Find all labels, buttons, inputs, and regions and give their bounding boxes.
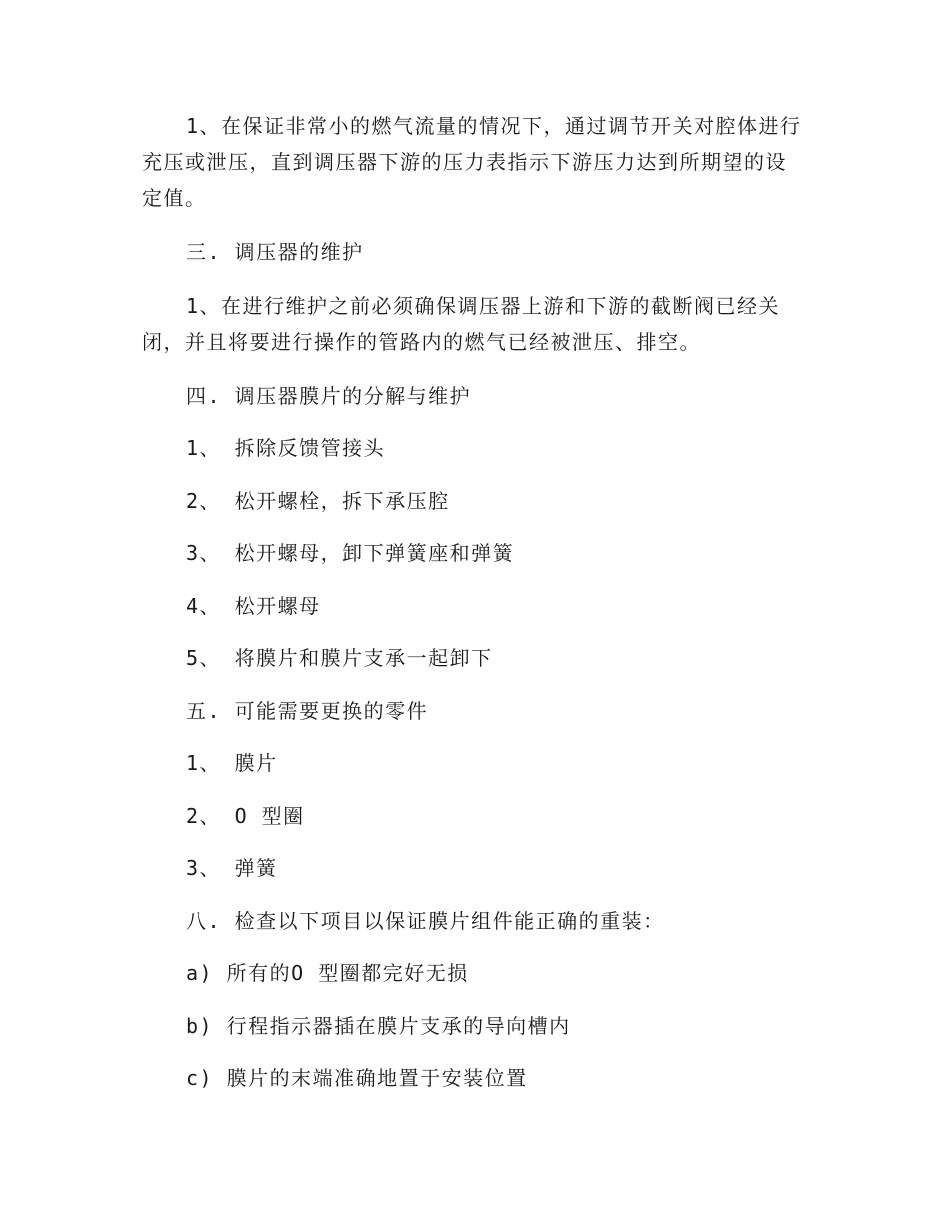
paragraph-1-line-1: 1、在保证非常小的燃气流量的情况下，通过调节开关对腔体进行 bbox=[186, 114, 802, 138]
list-item: 2、 O 型圈 bbox=[186, 804, 305, 828]
list-item: 3、 松开螺母，卸下弹簧座和弹簧 bbox=[186, 541, 515, 565]
list-item: a) 所有的O 型圈都完好无损 bbox=[186, 961, 469, 985]
list-item: 3、 弹簧 bbox=[186, 856, 278, 880]
section-heading-4: 四. 调压器膜片的分解与维护 bbox=[186, 384, 472, 408]
section-heading-8: 八. 检查以下项目以保证膜片组件能正确的重装： bbox=[186, 909, 665, 933]
list-item: 4、 松开螺母 bbox=[186, 594, 321, 618]
list-item: 1、 拆除反馈管接头 bbox=[186, 436, 386, 460]
paragraph-2-line-2: 闭，并且将要进行操作的管路内的燃气已经被泄压、排空。 bbox=[142, 330, 701, 354]
list-item: b) 行程指示器插在膜片支承的导向槽内 bbox=[186, 1014, 571, 1038]
section-heading-5: 五. 可能需要更换的零件 bbox=[186, 699, 429, 723]
paragraph-1-line-2: 充压或泄压，直到调压器下游的压力表指示下游压力达到所期望的设 bbox=[142, 150, 787, 174]
section-heading-3: 三. 调压器的维护 bbox=[186, 240, 364, 264]
list-item: c) 膜片的末端准确地置于安装位置 bbox=[186, 1066, 528, 1090]
paragraph-1-line-3: 定值。 bbox=[142, 186, 207, 210]
paragraph-2-line-1: 1、在进行维护之前必须确保调压器上游和下游的截断阀已经关 bbox=[186, 294, 781, 318]
list-item: 5、 将膜片和膜片支承一起卸下 bbox=[186, 646, 493, 670]
list-item: 1、 膜片 bbox=[186, 751, 278, 775]
list-item: 2、 松开螺栓，拆下承压腔 bbox=[186, 489, 450, 513]
